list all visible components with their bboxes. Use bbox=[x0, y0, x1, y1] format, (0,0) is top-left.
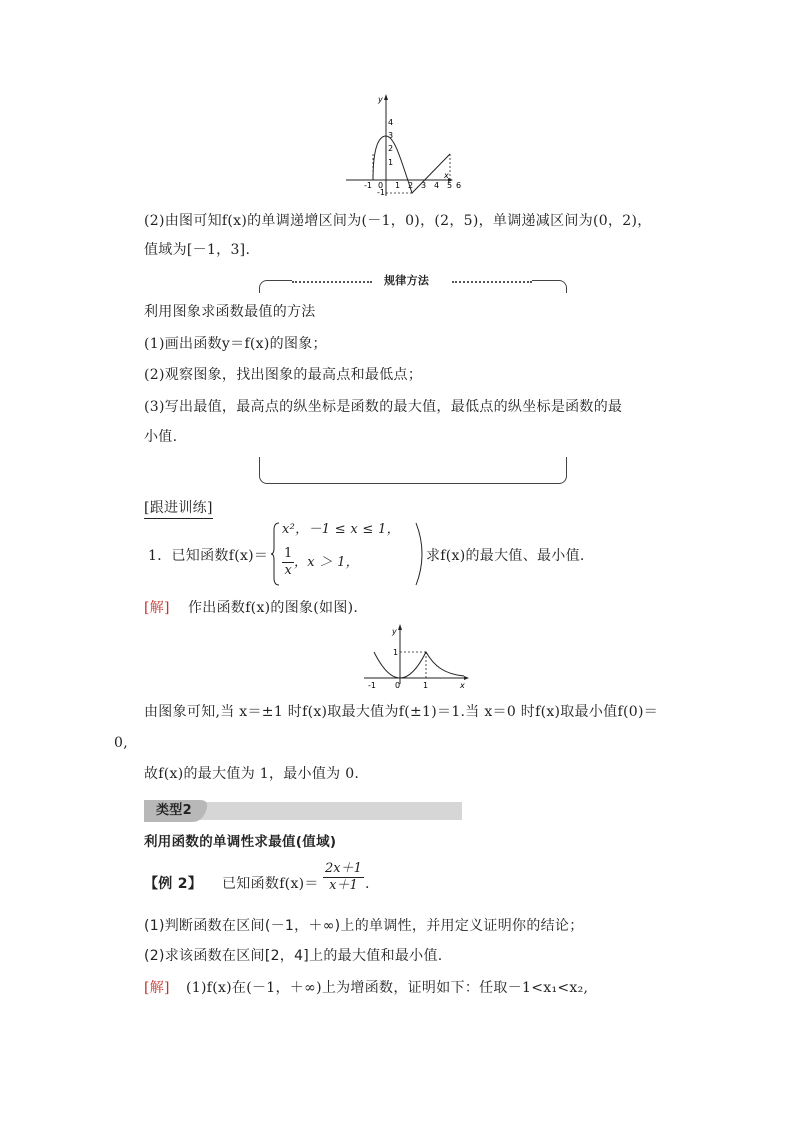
section-title: 利用函数的单调性求最值(值域) bbox=[144, 834, 337, 850]
conclusion-line3: 故f(x)的最大值为 1，最小值为 0. bbox=[144, 766, 360, 782]
graph-1 bbox=[340, 92, 460, 204]
para2-line2: 值域为[－1，3]. bbox=[144, 242, 251, 258]
graph1-ytick-2: 2 bbox=[388, 144, 394, 153]
graph1-ytick-neg1: -1 bbox=[377, 188, 385, 197]
graph2-ytick-1: 1 bbox=[393, 648, 399, 657]
graph1-xtick-0: 0 bbox=[378, 181, 384, 190]
example2-denominator: x＋1 bbox=[329, 878, 358, 893]
graph1-xtick-neg1: -1 bbox=[364, 181, 372, 190]
method-step-3-line1: (3)写出最值，最高点的纵坐标是函数的最大值，最低点的纵坐标是函数的最 bbox=[144, 399, 623, 415]
section-badge-label: 类型2 bbox=[156, 803, 192, 818]
q1-case-2-condition: ，x ＞ 1， bbox=[294, 555, 359, 570]
graph-2 bbox=[360, 622, 472, 690]
graph1-y-arrow bbox=[384, 94, 388, 100]
graph1-xtick-1: 1 bbox=[395, 181, 401, 190]
piecewise-left-brace bbox=[270, 522, 280, 586]
para2-line1: (2)由图可知f(x)的单调递增区间为(－1，0)，(2，5)，单调递减区间为(0，2)， bbox=[144, 213, 652, 229]
graph1-xtick-3: 3 bbox=[421, 181, 427, 190]
example2-prefix: 已知函数f(x)＝ bbox=[222, 876, 319, 892]
method-box-bottom-frame bbox=[259, 457, 567, 484]
example2-fraction bbox=[323, 861, 364, 894]
graph1-ytick-4: 4 bbox=[388, 118, 394, 127]
graph1-ytick-3: 3 bbox=[388, 131, 394, 140]
graph1-xtick-6: 6 bbox=[456, 181, 462, 190]
graph2-x-arrow bbox=[464, 676, 469, 680]
q1-case-2-denominator: x bbox=[284, 563, 292, 578]
method-step-3-line2: 小值. bbox=[144, 429, 178, 445]
method-box-header-dots-left bbox=[292, 281, 372, 283]
graph2-y-arrow bbox=[398, 624, 402, 630]
graph1-y-label: y bbox=[378, 95, 383, 104]
q1-case-1: x²，－1 ≤ x ≤ 1， bbox=[282, 522, 400, 537]
q1-case-2-fraction bbox=[282, 546, 294, 579]
conclusion-line2: 0, bbox=[114, 735, 128, 751]
conclusion-line1: 由图象可知,当 x＝±1 时f(x)取最大值为f(±1)＝1.当 x＝0 时f(x)取最小值f(0)＝ bbox=[144, 704, 659, 720]
method-box-header: 规律方法 bbox=[384, 274, 430, 287]
graph1-xtick-4: 4 bbox=[434, 181, 440, 190]
method-step-2: (2)观察图象，找出图象的最高点和最低点； bbox=[144, 367, 423, 383]
graph1-xtick-2: 2 bbox=[408, 181, 414, 190]
example2-end: . bbox=[365, 876, 370, 892]
graph2-xtick-neg1: -1 bbox=[368, 681, 376, 690]
example2-q2: (2)求该函数在区间[2，4]上的最大值和最小值. bbox=[144, 948, 443, 964]
graph1-x-label: x bbox=[444, 171, 449, 180]
example2-q1: (1)判断函数在区间(－1，＋∞)上的单调性，并用定义证明你的结论； bbox=[144, 918, 584, 934]
solution1-tag: [解] bbox=[144, 600, 170, 616]
method-title: 利用图象求函数最值的方法 bbox=[144, 304, 316, 320]
solution2-text: (1)f(x)在(－1，＋∞)上为增函数，证明如下：任取－1<x₁<x₂, bbox=[186, 980, 589, 996]
example2-label: 【例 2】 bbox=[144, 876, 203, 892]
graph1-ytick-1: 1 bbox=[388, 158, 394, 167]
training-label: [跟进训练] bbox=[144, 498, 213, 519]
graph1-xtick-5: 5 bbox=[447, 181, 453, 190]
solution1-text: 作出函数f(x)的图象(如图). bbox=[188, 600, 359, 616]
graph2-xtick-1: 1 bbox=[423, 681, 429, 690]
method-box-header-dots-right bbox=[452, 281, 532, 283]
solution2-tag: [解] bbox=[144, 980, 170, 996]
graph2-x-label: x bbox=[460, 681, 465, 690]
piecewise-right-paren bbox=[414, 522, 424, 586]
example2-numerator: 2x＋1 bbox=[325, 861, 362, 876]
graph2-xtick-0: 0 bbox=[395, 681, 401, 690]
q1-suffix: 求f(x)的最大值、最小值. bbox=[426, 548, 585, 564]
graph2-curve bbox=[374, 652, 464, 678]
method-step-1: (1)画出函数y＝f(x)的图象； bbox=[144, 336, 327, 352]
q1-prefix: 1．已知函数f(x)＝ bbox=[148, 548, 269, 564]
q1-case-2-numerator: 1 bbox=[284, 546, 293, 561]
graph2-y-label: y bbox=[392, 627, 397, 636]
